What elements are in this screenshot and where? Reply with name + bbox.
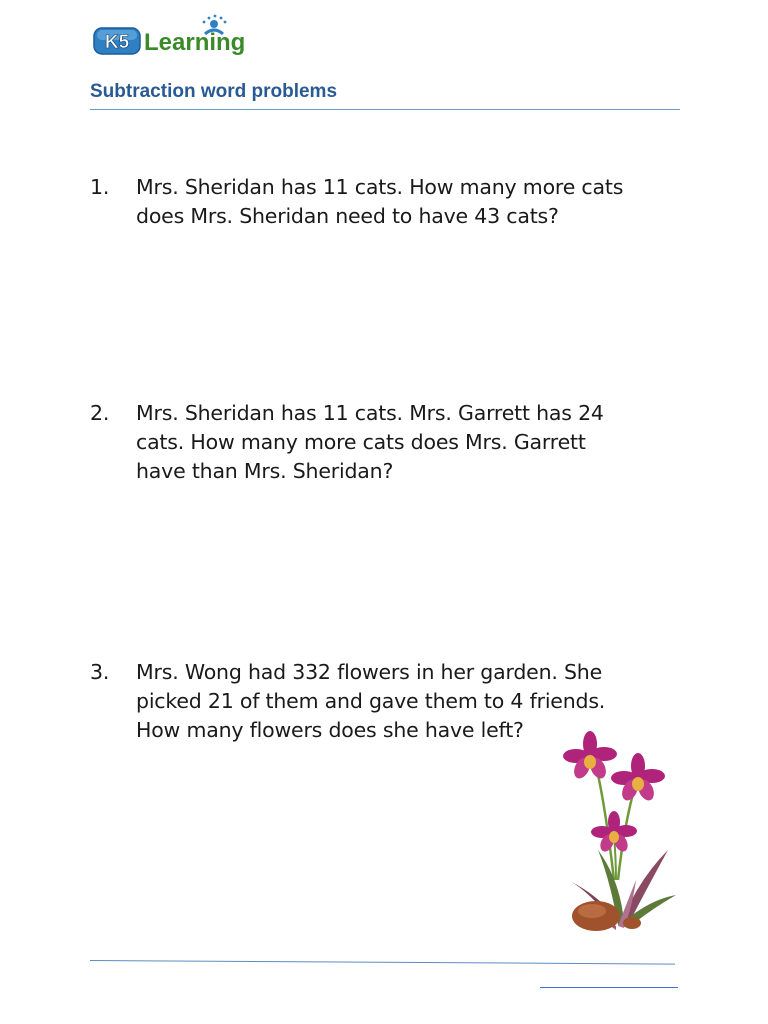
problem-number: 3.	[90, 660, 110, 684]
logo-learning-text: Learning	[144, 29, 246, 56]
footer-divider	[90, 960, 675, 965]
problem-1	[90, 173, 680, 231]
title-divider	[90, 109, 680, 110]
footer-link[interactable]	[540, 973, 678, 988]
problem-2	[90, 399, 680, 486]
logo-graphic	[92, 14, 262, 60]
k5-learning-logo[interactable]	[92, 14, 262, 60]
orchid-flower-icon	[558, 730, 678, 935]
logo-k5-text: K5	[104, 32, 130, 53]
problem-number: 1.	[90, 175, 110, 199]
problem-text: Mrs. Wong had 332 flowers in her garden. She picked 21 of them and gave them to 4 friends. How many flowers does she have left?	[136, 660, 606, 742]
page-title: Subtraction word problems	[90, 81, 338, 102]
problem-text: Mrs. Sheridan has 11 cats. How many more cats does Mrs. Sheridan need to have 43 cats?	[136, 175, 624, 228]
problem-number: 2.	[90, 401, 110, 425]
problem-text: Mrs. Sheridan has 11 cats. Mrs. Garrett has 24 cats. How many more cats does Mrs. Garrett have than Mrs. Sheridan?	[136, 401, 604, 483]
